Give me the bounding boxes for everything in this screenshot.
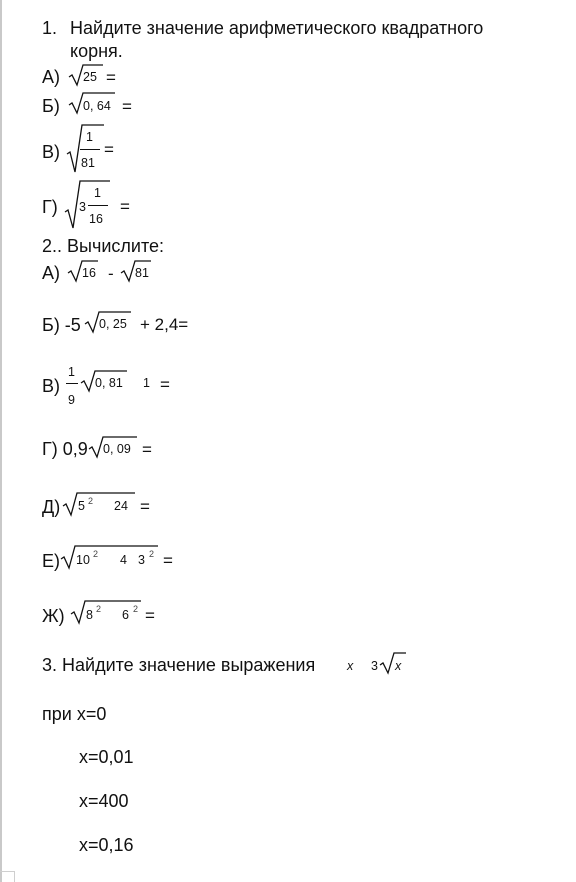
q2-d-label: Г) 0,9 xyxy=(42,439,88,459)
fraction-bar xyxy=(80,149,100,150)
q3-expr-coef: 3 xyxy=(371,659,378,673)
q2-g-base2: 6 xyxy=(122,608,129,622)
q2-a-label: А) xyxy=(42,263,60,283)
q1-title-line2: корня. xyxy=(70,41,123,61)
q1-d-denominator: 16 xyxy=(89,212,103,226)
q2-f-exponent2: 2 xyxy=(149,549,155,559)
q2-c-equals: = xyxy=(160,375,170,394)
q2-f-exponent: 2 xyxy=(93,549,99,559)
q2-g-label: Ж) xyxy=(42,606,65,626)
sqrt-sign xyxy=(60,545,160,571)
q3-expr-x: x xyxy=(347,659,354,673)
sqrt-sign xyxy=(70,600,142,626)
q1-d-label: Г) xyxy=(42,197,58,217)
sqrt-sign xyxy=(379,652,407,676)
q1-a-equals: = xyxy=(106,68,116,87)
q2-f-label: Е) xyxy=(42,551,60,571)
q2-a-radicand1: 16 xyxy=(82,266,96,280)
q2-g-exponent2: 2 xyxy=(133,604,139,614)
fraction-bar xyxy=(88,205,108,206)
q3-value-2: x=400 xyxy=(79,791,129,811)
q1-b-label: Б) xyxy=(42,96,60,116)
q2-e-equals: = xyxy=(140,497,150,516)
q1-d-numerator: 1 xyxy=(94,186,101,200)
q1-title-line1: Найдите значение арифметического квадратного xyxy=(70,18,484,38)
q1-c-numerator: 1 xyxy=(86,130,93,144)
q1-b-radicand: 0, 64 xyxy=(83,99,111,113)
q3-value-1: x=0,01 xyxy=(79,747,134,767)
q2-f-mid: 4 xyxy=(120,553,127,567)
q2-e-base: 5 xyxy=(78,499,85,513)
page-corner xyxy=(0,871,15,882)
q1-a-radicand: 25 xyxy=(83,70,97,84)
q3-title: 3. Найдите значение выражения xyxy=(42,655,316,675)
q1-c-label: В) xyxy=(42,142,60,162)
q1-d-whole: 3 xyxy=(79,200,86,214)
q1-a-label: А) xyxy=(42,67,60,87)
q2-a-radicand2: 81 xyxy=(135,266,149,280)
fraction-bar xyxy=(66,383,78,384)
q2-g-equals: = xyxy=(145,606,155,625)
q2-b-label: Б) -5 xyxy=(42,315,81,335)
q2-c-radicand: 0, 81 xyxy=(95,376,123,390)
q2-c-numerator: 1 xyxy=(68,365,75,379)
page-edge xyxy=(0,0,2,882)
q2-f-base: 10 xyxy=(76,553,90,567)
q1-c-denominator: 81 xyxy=(81,156,95,170)
q2-g-base: 8 xyxy=(86,608,93,622)
q1-b-equals: = xyxy=(122,97,132,116)
q2-b-radicand: 0, 25 xyxy=(99,317,127,331)
q2-e-rest: 24 xyxy=(114,499,128,513)
q3-value-3: x=0,16 xyxy=(79,835,134,855)
q3-value-0: при x=0 xyxy=(42,704,107,724)
q2-e-exponent: 2 xyxy=(88,496,94,506)
q2-c-tail: 1 xyxy=(143,376,150,390)
q2-title: 2.. Вычислите: xyxy=(42,236,165,256)
q2-c-denominator: 9 xyxy=(68,393,75,407)
q2-b-tail: + 2,4= xyxy=(140,315,189,334)
q2-d-radicand: 0, 09 xyxy=(103,442,131,456)
q1-number: 1. xyxy=(42,18,58,38)
q2-a-minus: - xyxy=(108,264,114,283)
q2-g-exponent: 2 xyxy=(96,604,102,614)
q2-d-equals: = xyxy=(142,440,152,459)
q2-f-equals: = xyxy=(163,551,173,570)
q2-e-label: Д) xyxy=(42,497,61,517)
q1-c-equals: = xyxy=(104,140,114,159)
q2-c-label: В) xyxy=(42,376,60,396)
q2-f-base2: 3 xyxy=(138,553,145,567)
q1-d-equals: = xyxy=(120,197,130,216)
q3-expr-radicand: x xyxy=(395,659,402,673)
